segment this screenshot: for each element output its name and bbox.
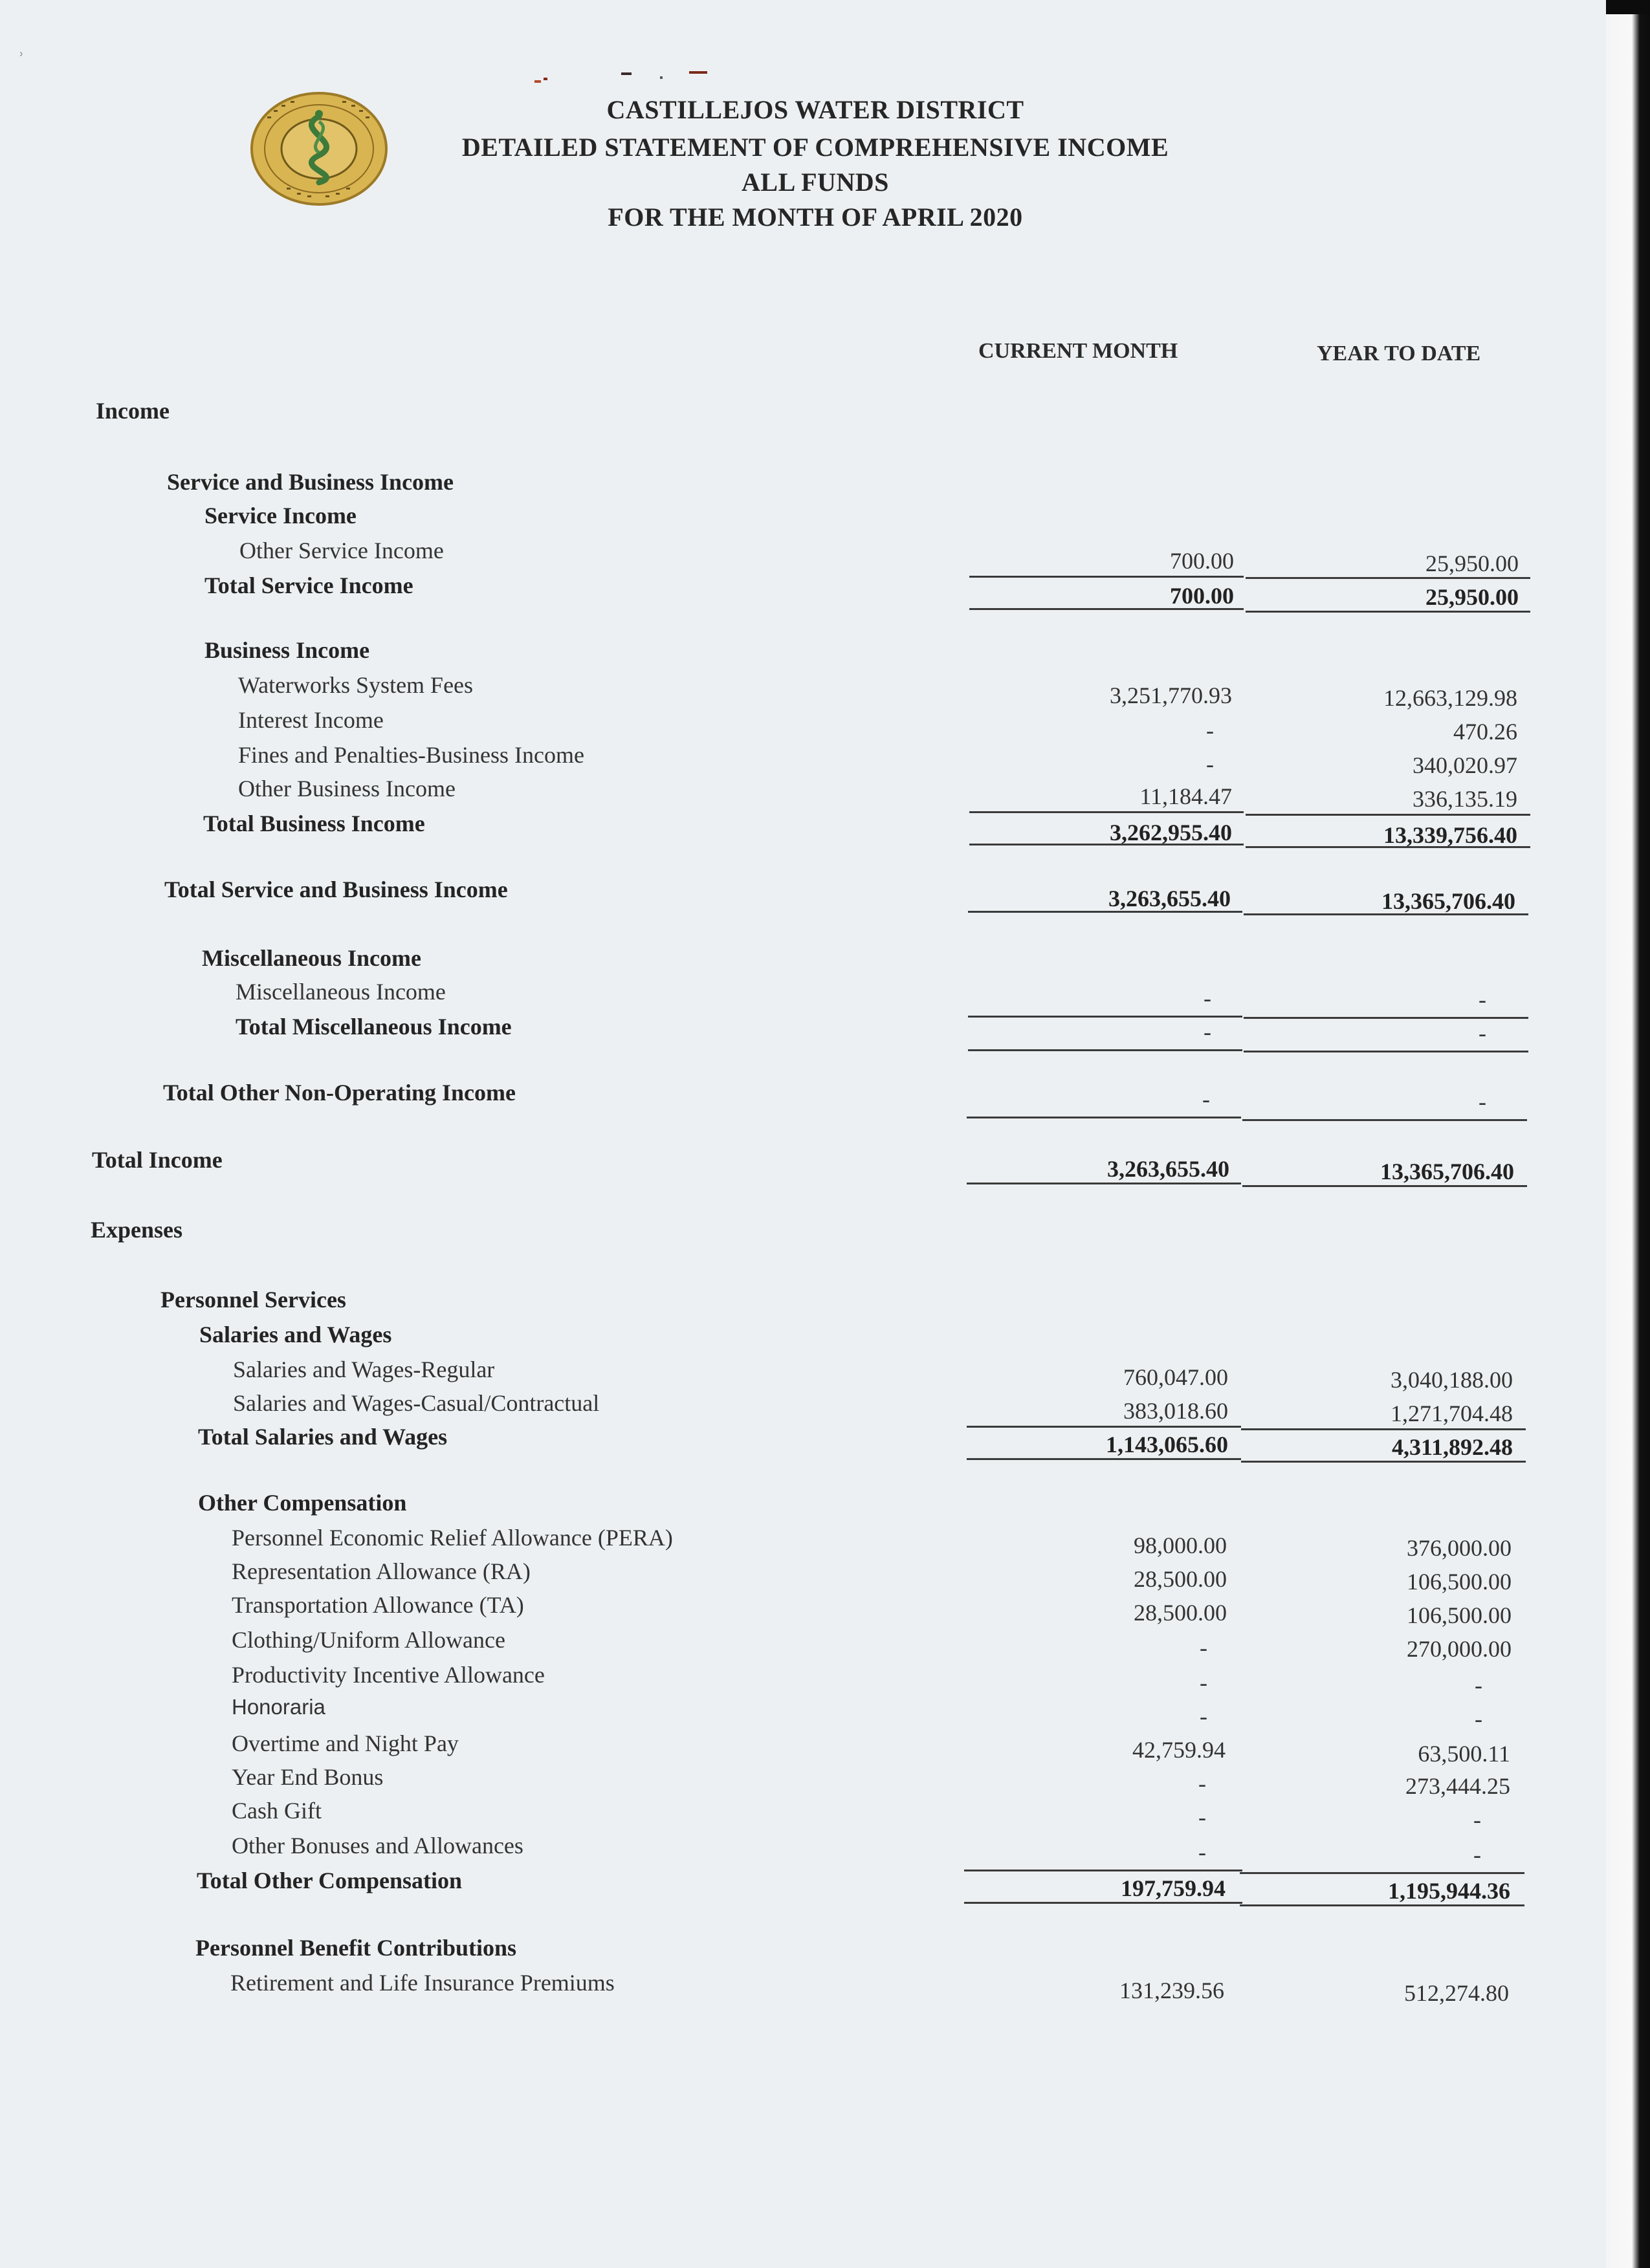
- value-current-month: 28,500.00: [1134, 1600, 1227, 1626]
- row-label-total: Total Other Non-Operating Income: [163, 1080, 516, 1106]
- row-label: Clothing/Uniform Allowance: [232, 1627, 505, 1653]
- rule-line: [967, 1426, 1241, 1428]
- row-label: Other Bonuses and Allowances: [232, 1833, 523, 1859]
- row-label: Personnel Economic Relief Allowance (PERA): [232, 1525, 673, 1551]
- value-current-month: -: [1204, 985, 1211, 1011]
- rule-line: [969, 811, 1244, 813]
- rule-line: [969, 844, 1244, 845]
- row-label: Cash Gift: [232, 1798, 322, 1824]
- rule-line: [968, 1016, 1242, 1018]
- row-label-total: Total Salaries and Wages: [198, 1424, 448, 1450]
- group-other-compensation: Other Compensation: [198, 1490, 407, 1516]
- value-year-to-date: 13,365,706.40: [1381, 888, 1515, 914]
- row-label: Fines and Penalties-Business Income: [238, 742, 584, 768]
- org-name: CASTILLEJOS WATER DISTRICT: [606, 95, 1024, 124]
- row-label-total: Total Service and Business Income: [164, 877, 508, 902]
- rule-line: [1244, 913, 1528, 915]
- ink-specks: [531, 70, 738, 89]
- group-personnel-services: Personnel Services: [160, 1287, 346, 1313]
- row-label: Productivity Incentive Allowance: [232, 1662, 545, 1688]
- value-year-to-date: 512,274.80: [1404, 1980, 1509, 2006]
- rule-line: [964, 1870, 1242, 1871]
- row-label: Miscellaneous Income: [236, 979, 446, 1005]
- fund-label: ALL FUNDS: [742, 168, 889, 197]
- value-year-to-date: 470.26: [1453, 719, 1517, 745]
- value-year-to-date: 25,950.00: [1425, 551, 1519, 576]
- value-current-month: -: [1198, 1839, 1206, 1865]
- value-year-to-date: 13,339,756.40: [1383, 822, 1517, 848]
- row-label: Interest Income: [238, 707, 384, 733]
- value-current-month: 700.00: [1170, 548, 1234, 574]
- value-year-to-date: 270,000.00: [1407, 1636, 1512, 1662]
- rule-line: [964, 1902, 1242, 1904]
- value-year-to-date: 13,365,706.40: [1380, 1159, 1514, 1184]
- value-current-month: 131,239.56: [1119, 1978, 1224, 2003]
- rule-line: [969, 608, 1244, 610]
- section-expenses: Expenses: [91, 1217, 183, 1243]
- column-header-year-to-date: YEAR TO DATE: [1317, 342, 1481, 365]
- value-current-month: 42,759.94: [1132, 1737, 1226, 1763]
- value-current-month: 197,759.94: [1121, 1875, 1226, 1901]
- group-service-income: Service Income: [204, 503, 357, 529]
- value-current-month: 3,262,955.40: [1110, 820, 1232, 845]
- rule-line: [1246, 814, 1530, 816]
- value-current-month: -: [1204, 1019, 1211, 1045]
- rule-line: [968, 1049, 1242, 1051]
- group-salaries-and-wages: Salaries and Wages: [199, 1322, 392, 1347]
- rule-line: [1240, 1904, 1524, 1906]
- row-label: Waterworks System Fees: [238, 672, 474, 698]
- value-year-to-date: -: [1473, 1842, 1481, 1868]
- rule-line: [967, 1183, 1241, 1184]
- row-label-total: Total Other Compensation: [197, 1868, 463, 1893]
- value-current-month: 760,047.00: [1123, 1364, 1228, 1390]
- value-year-to-date: 340,020.97: [1413, 752, 1517, 778]
- row-label: Representation Allowance (RA): [232, 1558, 531, 1584]
- row-label-total: Total Service Income: [204, 572, 413, 598]
- row-label-total: Total Miscellaneous Income: [236, 1014, 512, 1040]
- row-label: Salaries and Wages-Casual/Contractual: [233, 1390, 600, 1416]
- row-label: Transportation Allowance (TA): [232, 1592, 524, 1618]
- value-year-to-date: 273,444.25: [1405, 1773, 1510, 1799]
- group-miscellaneous-income: Miscellaneous Income: [202, 945, 421, 971]
- value-year-to-date: -: [1475, 1706, 1482, 1732]
- group-service-business-income: Service and Business Income: [167, 469, 454, 495]
- value-current-month: 383,018.60: [1123, 1398, 1228, 1424]
- value-year-to-date: 4,311,892.48: [1391, 1434, 1513, 1460]
- rule-line: [967, 1117, 1241, 1118]
- value-year-to-date: 376,000.00: [1407, 1535, 1512, 1561]
- water-district-seal-icon: [248, 91, 390, 207]
- row-label: Honoraria: [232, 1695, 325, 1719]
- value-current-month: 3,251,770.93: [1110, 682, 1232, 708]
- value-year-to-date: 336,135.19: [1413, 786, 1517, 812]
- value-year-to-date: -: [1473, 1807, 1481, 1833]
- row-label-total-income: Total Income: [92, 1147, 223, 1173]
- value-year-to-date: 106,500.00: [1407, 1569, 1512, 1595]
- rule-line: [969, 576, 1244, 578]
- value-current-month: 700.00: [1170, 583, 1234, 609]
- period-label: FOR THE MONTH OF APRIL 2020: [608, 202, 1023, 232]
- row-label: Other Service Income: [239, 538, 444, 563]
- scan-edge: [1606, 0, 1650, 2268]
- group-personnel-benefit-contributions: Personnel Benefit Contributions: [195, 1935, 517, 1961]
- value-year-to-date: -: [1479, 1089, 1486, 1115]
- value-current-month: -: [1198, 1804, 1206, 1830]
- rule-line: [1244, 1017, 1528, 1019]
- row-label: Retirement and Life Insurance Premiums: [230, 1970, 615, 1996]
- value-year-to-date: 1,271,704.48: [1391, 1401, 1513, 1426]
- rule-line: [1244, 1051, 1528, 1052]
- column-header-current-month: CURRENT MONTH: [978, 339, 1178, 363]
- row-label: Salaries and Wages-Regular: [233, 1357, 495, 1382]
- row-label-total: Total Business Income: [203, 811, 425, 836]
- value-year-to-date: -: [1475, 1672, 1482, 1698]
- row-label: Other Business Income: [238, 776, 456, 801]
- rule-line: [1242, 1119, 1527, 1121]
- scan-edge-top: [1606, 0, 1650, 14]
- value-current-month: 1,143,065.60: [1106, 1432, 1228, 1457]
- row-label: Overtime and Night Pay: [232, 1730, 459, 1756]
- rule-line: [1246, 577, 1530, 579]
- rule-line: [968, 911, 1242, 913]
- rule-line: [1246, 846, 1530, 848]
- value-year-to-date: 63,500.11: [1418, 1741, 1510, 1767]
- group-business-income: Business Income: [204, 637, 370, 663]
- value-current-month: -: [1206, 751, 1214, 777]
- row-label: Year End Bonus: [232, 1764, 384, 1790]
- value-year-to-date: 12,663,129.98: [1383, 685, 1517, 711]
- value-year-to-date: 1,195,944.36: [1388, 1878, 1510, 1904]
- rule-line: [1242, 1185, 1527, 1187]
- value-year-to-date: -: [1479, 987, 1486, 1012]
- value-current-month: 11,184.47: [1139, 783, 1232, 809]
- value-current-month: 3,263,655.40: [1108, 886, 1231, 911]
- value-year-to-date: 106,500.00: [1407, 1602, 1512, 1628]
- value-year-to-date: 25,950.00: [1425, 584, 1519, 610]
- value-current-month: 3,263,655.40: [1107, 1156, 1229, 1182]
- value-current-month: -: [1200, 1670, 1207, 1696]
- value-current-month: -: [1206, 717, 1214, 743]
- value-current-month: -: [1202, 1086, 1210, 1112]
- value-year-to-date: 3,040,188.00: [1391, 1367, 1513, 1393]
- value-current-month: 98,000.00: [1134, 1532, 1227, 1558]
- rule-line: [967, 1458, 1241, 1460]
- scan-corner-mark: ⸒: [18, 35, 25, 56]
- value-current-month: -: [1200, 1703, 1207, 1729]
- value-current-month: -: [1200, 1635, 1207, 1661]
- rule-line: [1241, 1461, 1526, 1463]
- section-income: Income: [96, 398, 170, 424]
- statement-title: DETAILED STATEMENT OF COMPREHENSIVE INCOME: [461, 133, 1169, 162]
- rule-line: [1240, 1872, 1524, 1874]
- value-year-to-date: -: [1479, 1020, 1486, 1046]
- rule-line: [1241, 1428, 1526, 1430]
- value-current-month: 28,500.00: [1134, 1566, 1227, 1592]
- value-current-month: -: [1198, 1771, 1206, 1796]
- rule-line: [1246, 611, 1530, 613]
